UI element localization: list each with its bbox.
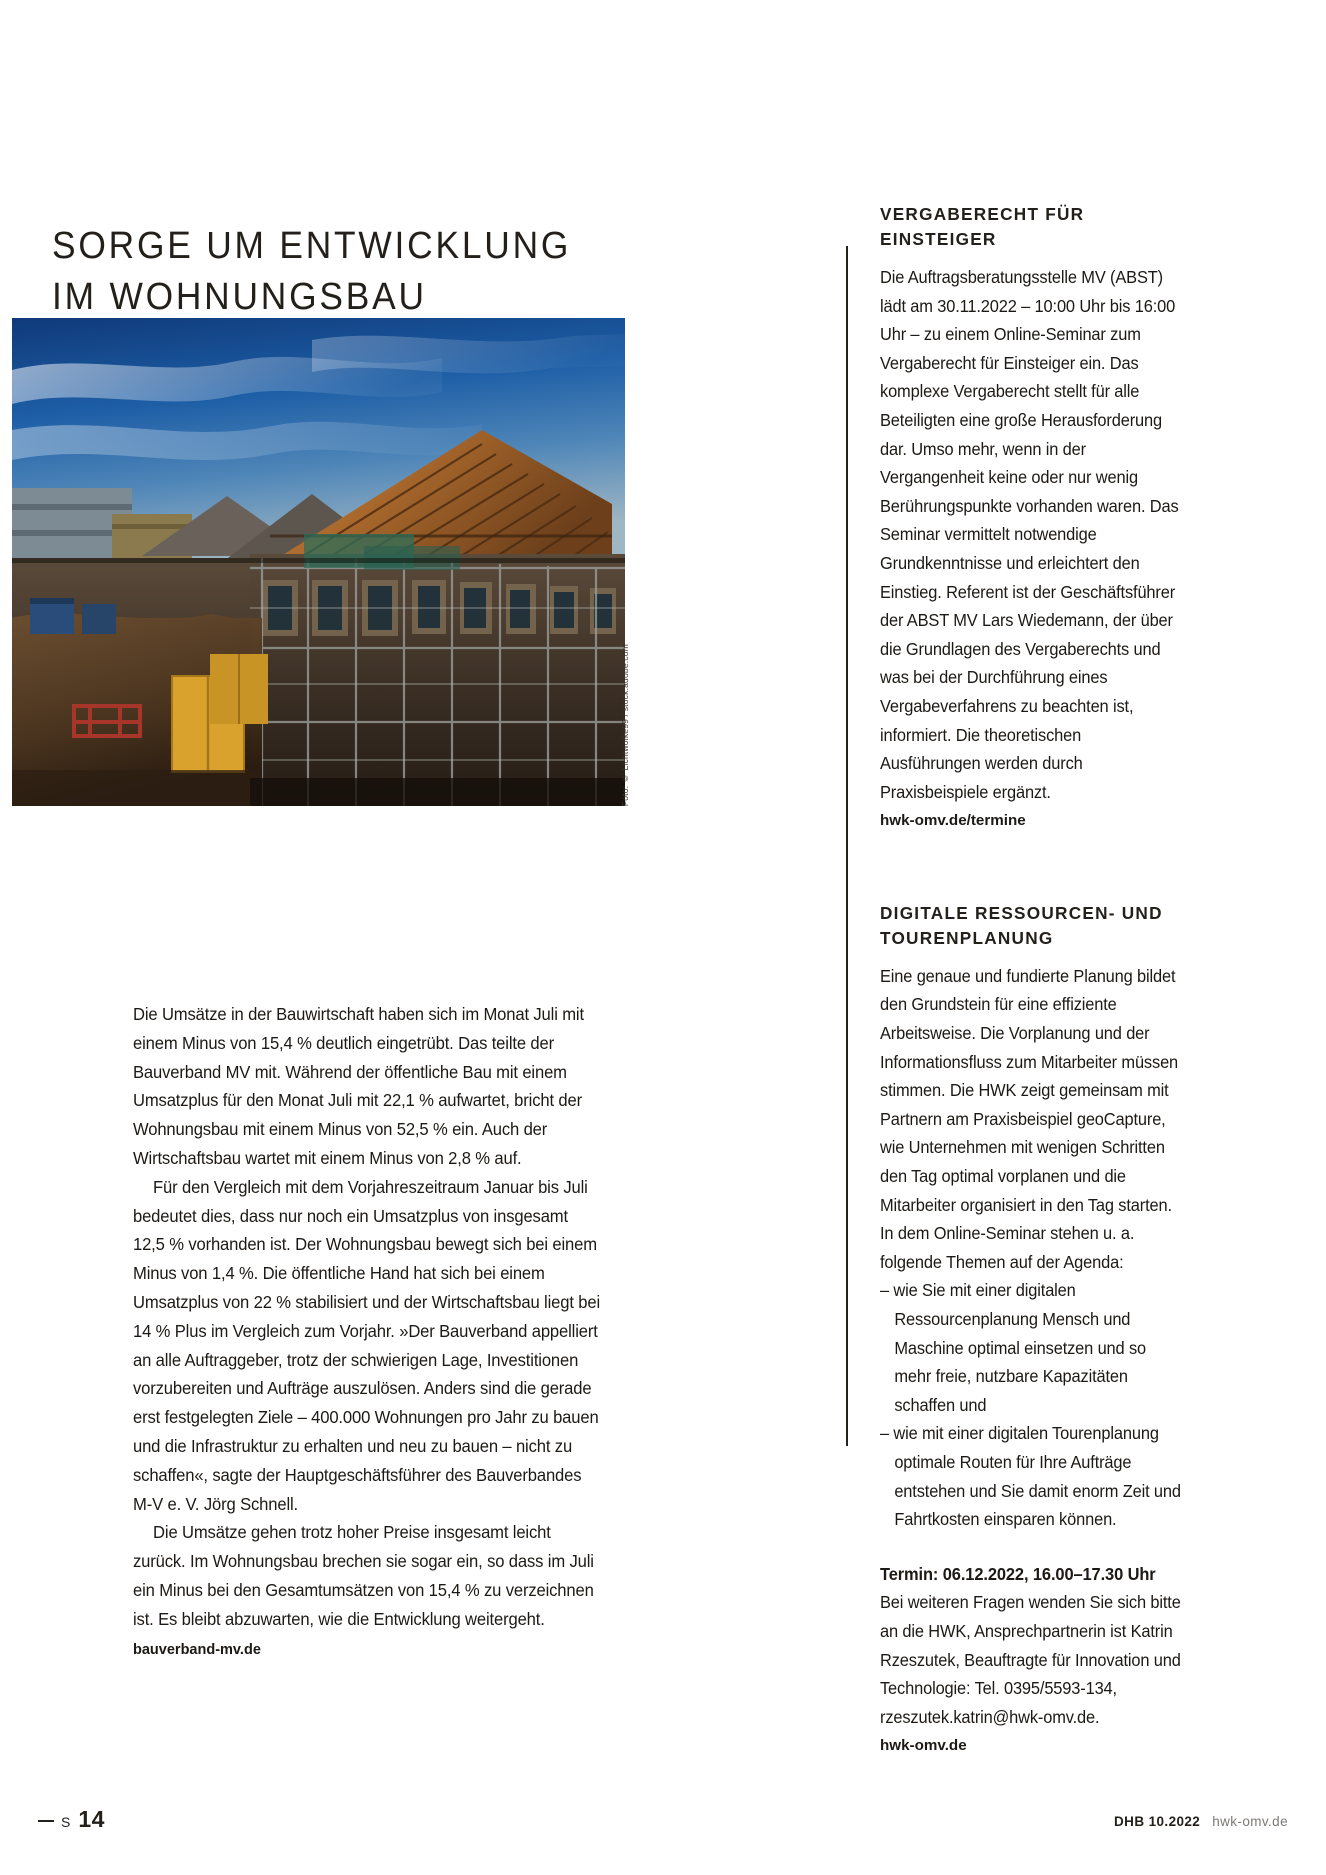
footer-publication (1114, 1814, 1288, 1829)
sidebar-bullet-list (880, 1276, 1184, 1533)
footer-website[interactable]: hwk-omv.de (1212, 1814, 1288, 1829)
photo-credit (617, 318, 633, 806)
list-item: – wie Sie mit einer digitalen Ressourcenplanung Mensch und Maschine optimal einsetzen und so mehr freie, nutzbare Kapazitäten schaffen und (880, 1280, 1146, 1415)
sidebar-link[interactable]: hwk-omv.de/termine (880, 812, 1026, 830)
construction-site-image (12, 318, 625, 806)
sidebar-link[interactable]: hwk-omv.de (880, 1737, 967, 1755)
sidebar (880, 202, 1198, 1771)
article-photo (12, 318, 625, 806)
sidebar-item-tourenplanung (880, 901, 1198, 1761)
column-divider (846, 246, 848, 1446)
footer-section-label: S (61, 1814, 72, 1830)
sidebar-contact: Bei weiteren Fragen wenden Sie sich bitte an die HWK, Ansprechpartnerin ist Katrin Rzeszutek, Beauftragte für Innovation und Technologie: Tel. 0395/5593-134, rzeszutek.katrin@hwk-omv.de. (880, 1592, 1181, 1727)
list-item: – wie mit einer digitalen Tourenplanung optimale Routen für Ihre Aufträge entstehen und Sie damit enorm Zeit und Fahrtkosten einsparen können. (880, 1423, 1181, 1530)
sidebar-title: VERGABERECHT FÜR EINSTEIGER (880, 204, 1085, 249)
sidebar-title: DIGITALE RESSOURCEN- UND TOURENPLANUNG (880, 902, 1163, 948)
sidebar-termin: Termin: 06.12.2022, 16.00–17.30 Uhr (880, 1563, 1156, 1584)
sidebar-termin-block (880, 1560, 1184, 1732)
sidebar-body: Die Auftragsberatungsstelle MV (ABST) lädt am 30.11.2022 – 10:00 Uhr bis 16:00 Uhr – zu einem Online-Seminar zum Vergaberecht für Einsteiger ein. Das komplexe Vergaberecht stellt für alle Beteiligten eine große Herausforderung dar. Umso mehr, wenn in der Vergangenheit keine oder nur wenig Berührungspunkte vorhanden waren. Das Seminar vermittelt notwendige Grundkenntnisse und erleichtert den Einstieg. Referent ist der Geschäftsführer der ABST MV Lars Wiedemann, der über die Grundlagen des Vergaberechts und was bei der Durchführung eines Vergabeverfahrens zu beachten ist, informiert. Die theoretischen Ausführungen werden durch Praxisbeispiele ergänzt. (880, 267, 1179, 802)
article-paragraph: Für den Vergleich mit dem Vorjahreszeitraum Januar bis Juli bedeutet dies, dass nur noch ein Umsatzplus von insgesamt 12,5 % vorhanden ist. Der Wohnungsbau bewegt sich bei einem Minus von 1,4 %. Die öffentliche Hand hat sich bei einem Umsatzplus von 22 % stabilisiert und der Wirtschaftsbau liegt bei 14 % Plus im Vergleich zum Vorjahr. »Der Bauverband appelliert an alle Auftraggeber, trotz der schwierigen Lage, Investitionen vorzubereiten und Aufträge auszulösen. Anders sind die gerade erst festgelegten Ziele – 400.000 Wohnungen pro Jahr zu bauen und die Infrastruktur zu erhalten und neu zu bauen – nicht zu schaffen«, sagte der Hauptgeschäftsführer des Bauverbandes M-V e. V. Jörg Schnell. (133, 1176, 601, 1514)
article-paragraph: Die Umsätze in der Bauwirtschaft haben sich im Monat Juli mit einem Minus von 15,4 % deutlich eingetrübt. Das teilte der Bauverband MV mit. Während der öffentliche Bau mit einem Umsatzplus für den Monat Juli mit 22,1 % aufwartet, bricht der Wohnungsbau mit einem Minus von 52,5 % ein. Auch der Wirtschaftsbau wartet mit einem Minus von 2,8 % auf. (133, 1004, 584, 1168)
photo-illustration (12, 318, 625, 806)
sidebar-body: Eine genaue und fundierte Planung bildet den Grundstein für eine effiziente Arbeitsweise. Die Vorplanung und der Informationsfluss zum Mitarbeiter müssen stimmen. Die HWK zeigt gemeinsam mit Partnern am Praxisbeispiel geoCapture, wie Unternehmen mit wenigen Schritten den Tag optimal vorplanen und die Mitarbeiter organisiert in den Tag starten. In dem Online-Seminar stehen u. a. folgende Themen auf der Agenda: (880, 965, 1179, 1272)
article-source-link[interactable]: bauverband-mv.de (133, 1640, 261, 1658)
article-paragraph: Die Umsätze gehen trotz hoher Preise insgesamt leicht zurück. Im Wohnungsbau brechen sie sogar ein, so dass im Juli ein Minus bei den Gesamtumsätzen von 15,4 % zu verzeichnen ist. Es bleibt abzuwarten, wie die Entwicklung weitergeht. (133, 1522, 594, 1629)
sidebar-spacer (880, 1534, 1198, 1560)
sidebar-spacer (880, 846, 1198, 901)
footer-page-number: 14 (78, 1806, 105, 1832)
footer-page-marker (38, 1806, 105, 1833)
footer-dash-icon (38, 1820, 54, 1822)
page-title: SORGE UM ENTWICKLUNG IM WOHNUNGSBAU (52, 225, 572, 318)
photo-credit-text: Foto: © Lichtwolke99 / stock.adobe.com (620, 643, 630, 806)
sidebar-item-vergaberecht (880, 202, 1198, 836)
footer-issue: DHB 10.2022 (1114, 1814, 1201, 1829)
article-body (133, 1000, 625, 1664)
